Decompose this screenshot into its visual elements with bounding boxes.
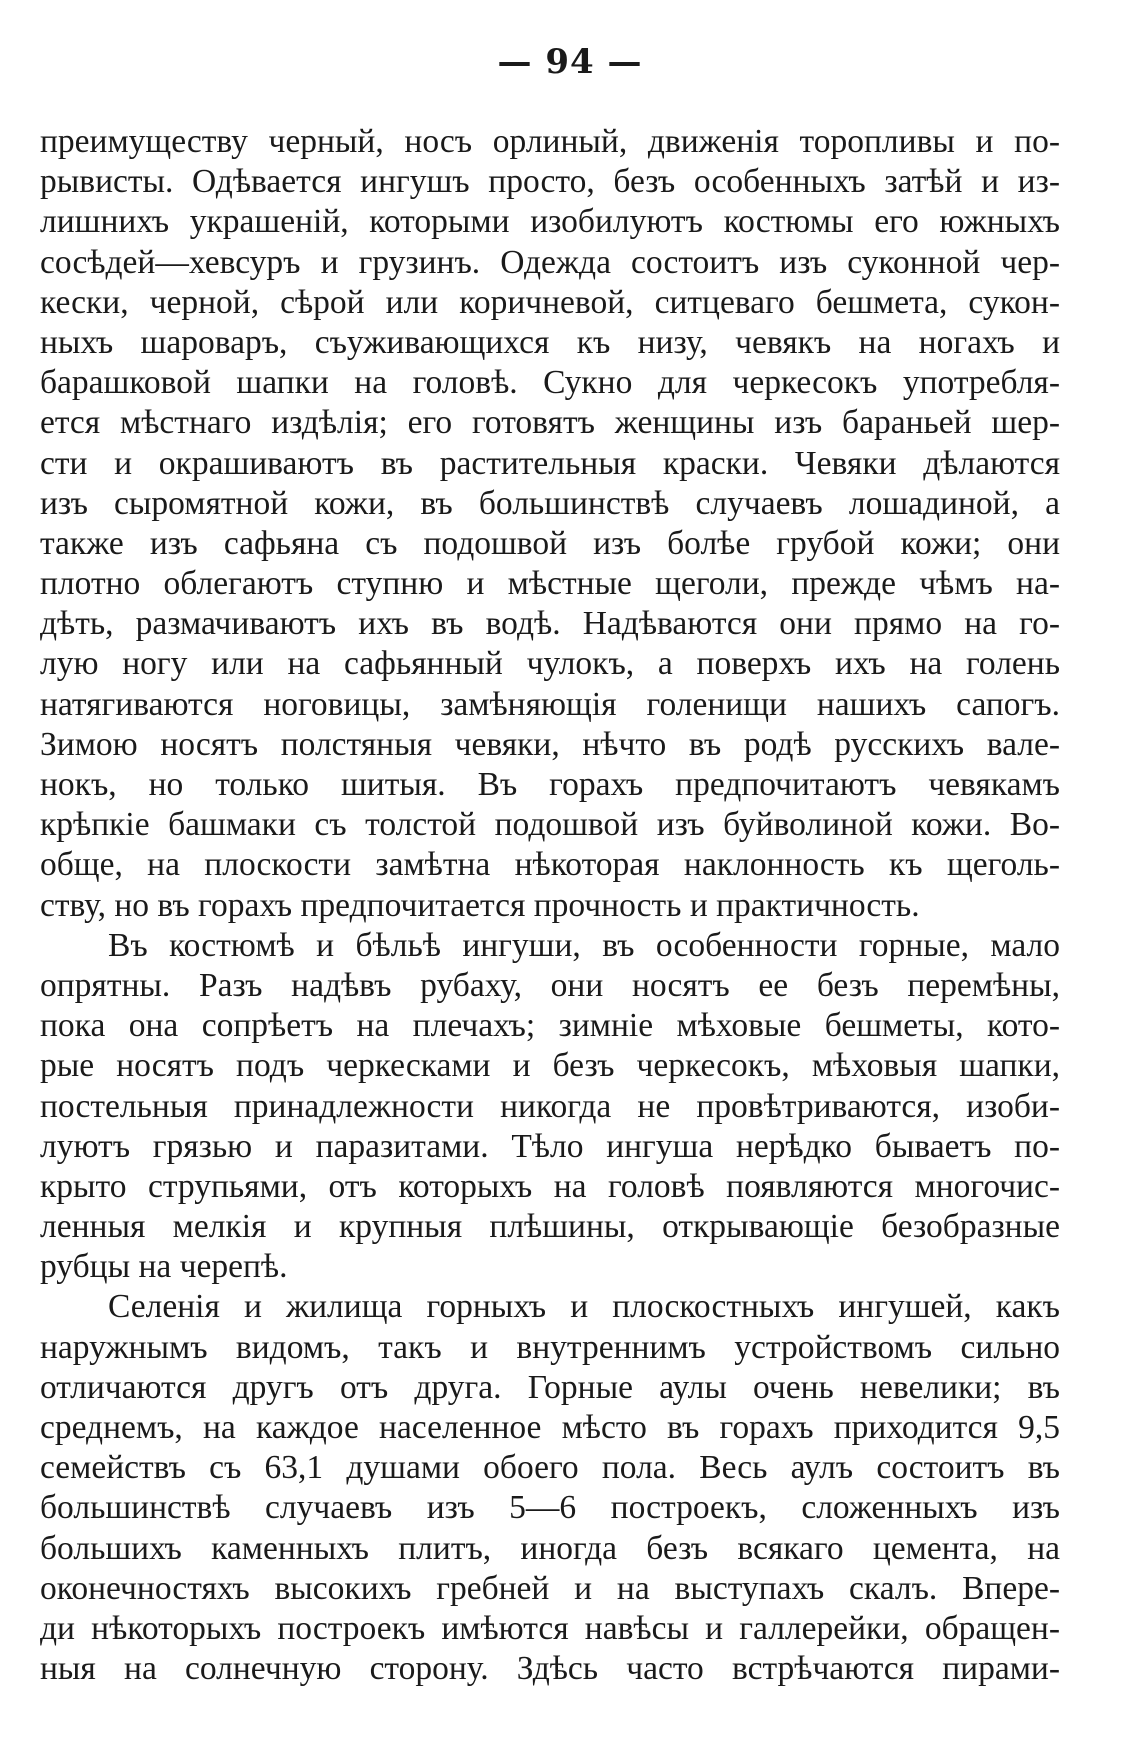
text-line: плотно облегаютъ ступню и мѣстные щеголи, прежде чѣмъ на- xyxy=(40,565,1060,603)
text-line: изъ сыромятной кожи, въ большинствѣ случаевъ лошадиной, а xyxy=(40,484,1060,522)
text-line: наружнымъ видомъ, такъ и внутреннимъ устройствомъ сильно xyxy=(40,1328,1060,1366)
text-line: обще, на плоскости замѣтна нѣкоторая наклонность къ щеголь- xyxy=(40,846,1060,884)
text-line: большихъ каменныхъ плитъ, иногда безъ всякаго цемента, на xyxy=(40,1529,1060,1567)
text-line: луютъ грязью и паразитами. Тѣло ингуша нерѣдко бываетъ по- xyxy=(40,1127,1060,1165)
text-line: барашковой шапки на головѣ. Сукно для черкесокъ употребля- xyxy=(40,364,1060,402)
text-line: рые носятъ подъ черкесками и безъ черкесокъ, мѣховыя шапки, xyxy=(40,1047,1060,1085)
text-line: лишнихъ украшеній, которыми изобилуютъ костюмы его южныхъ xyxy=(40,203,1060,241)
text-line: семействъ съ 63,1 душами обоего пола. Весь аулъ состоитъ въ xyxy=(40,1449,1060,1487)
text-line: преимуществу черный, носъ орлиный, движенія торопливы и по- xyxy=(40,123,1060,160)
text-line: опрятны. Разъ надѣвъ рубаху, они носятъ ее безъ перемѣны, xyxy=(40,966,1060,1004)
paragraph-settlements xyxy=(40,1287,1060,1689)
text-line: крѣпкіе башмаки съ толстой подошвой изъ буйволиной кожи. Во- xyxy=(40,806,1060,844)
paragraph-hygiene xyxy=(40,926,1060,1288)
text-line: сосѣдей—хевсуръ и грузинъ. Одежда состоитъ изъ суконной чер- xyxy=(40,243,1060,281)
text-line: ется мѣстнаго издѣлія; его готовятъ женщины изъ бараньей шер- xyxy=(40,404,1060,442)
text-line: большинствѣ случаевъ изъ 5—6 построекъ, сложенныхъ изъ xyxy=(40,1489,1060,1527)
text-line: рубцы на черепѣ. xyxy=(40,1248,288,1286)
text-line: пока она сопрѣетъ на плечахъ; зимніе мѣховые бешметы, кото- xyxy=(40,1007,1060,1045)
text-line: сти и окрашиваютъ въ растительныя краски. Чевяки дѣлаются xyxy=(40,444,1060,482)
text-line: нокъ, но только шитыя. Въ горахъ предпочитаютъ чевякамъ xyxy=(40,766,1060,803)
page-number: — 94 — xyxy=(497,42,643,82)
text-line: ди нѣкоторыхъ построекъ имѣются навѣсы и галлерейки, обращен- xyxy=(40,1609,1060,1647)
text-line: ленныя мелкія и крупныя плѣшины, открывающіе безобразные xyxy=(40,1208,1060,1246)
text-line: кески, черной, сѣрой или коричневой, ситцеваго бешмета, сукон- xyxy=(40,283,1060,321)
text-line: отличаются другъ отъ друга. Горные аулы очень невелики; въ xyxy=(40,1368,1060,1406)
text-line: ныхъ шароваръ, съуживающихся къ низу, чевякъ на ногахъ и xyxy=(40,323,1060,361)
text-line: Зимою носятъ полстяныя чевяки, нѣчто въ родѣ русскихъ вале- xyxy=(40,725,1060,763)
text-line: лую ногу или на сафьянный чулокъ, а поверхъ ихъ на голень xyxy=(40,645,1060,683)
text-line: также изъ сафьяна съ подошвой изъ болѣе грубой кожи; они xyxy=(40,524,1060,562)
text-line: ныя на солнечную сторону. Здѣсь часто встрѣчаются пирами- xyxy=(40,1650,1060,1688)
text-line: Въ костюмѣ и бѣльѣ ингуши, въ особенности горные, мало xyxy=(108,926,1060,964)
text-line: постельныя принадлежности никогда не провѣтриваются, изоби- xyxy=(40,1087,1060,1125)
text-line: ству, но въ горахъ предпочитается прочность и практичность. xyxy=(40,886,920,924)
text-line: среднемъ, на каждое населенное мѣсто въ горахъ приходится 9,5 xyxy=(40,1409,1060,1446)
text-line: рывисты. Одѣвается ингушъ просто, безъ особенныхъ затѣй и из- xyxy=(40,163,1060,201)
text-line: натягиваются ноговицы, замѣняющія голенищи нашихъ сапогъ. xyxy=(40,685,1060,723)
text-line: дѣть, размачиваютъ ихъ въ водѣ. Надѣваются они прямо на го- xyxy=(40,605,1060,643)
text-line: оконечностяхъ высокихъ гребней и на выступахъ скалъ. Впере- xyxy=(40,1569,1060,1607)
text-line: Селенія и жилища горныхъ и плоскостныхъ ингушей, какъ xyxy=(108,1288,1060,1326)
paragraph-clothing xyxy=(40,122,1060,926)
text-body xyxy=(40,122,1060,1689)
text-line: крыто струпьями, отъ которыхъ на головѣ появляются многочис- xyxy=(40,1167,1060,1205)
